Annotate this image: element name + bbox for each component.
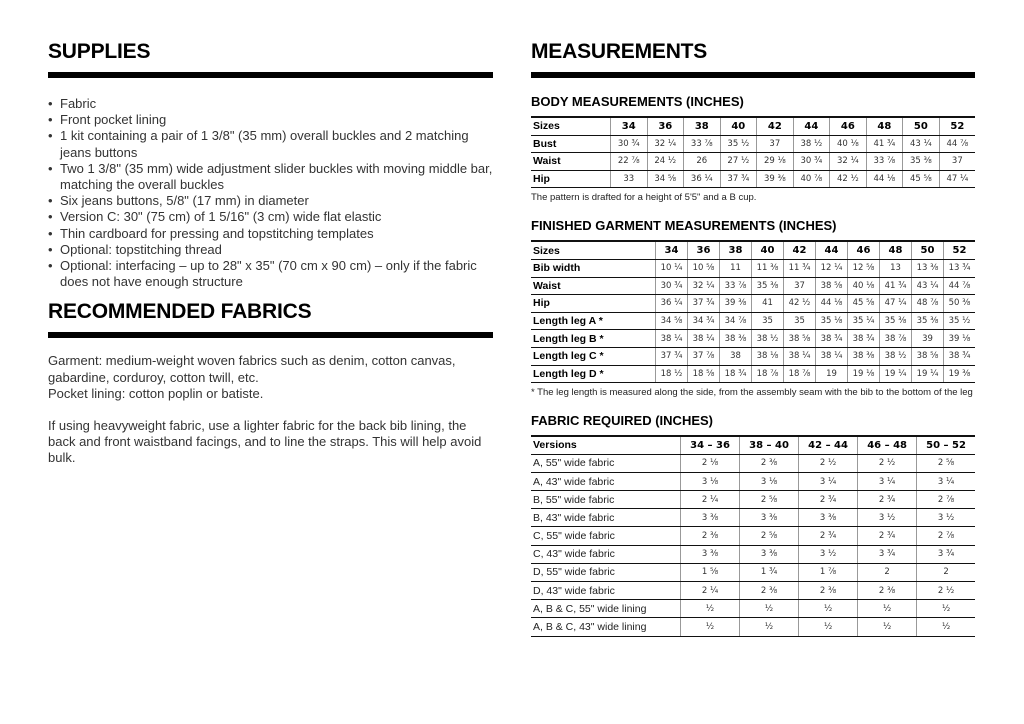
table-cell: 10 ¼: [656, 259, 688, 277]
row-label: Hip: [531, 295, 656, 313]
list-item: • Two 1 3/8" (35 mm) wide adjustment slider buckles with moving middle bar, matching the overall buckles: [48, 161, 493, 193]
table-row: [531, 527, 975, 545]
table-cell: 33 ⅞: [720, 277, 752, 295]
list-item: • Optional: interfacing – up to 28" x 35" (70 cm x 90 cm) – only if the fabric does not have enough structure: [48, 258, 493, 290]
table-row: [531, 563, 975, 581]
column-header: 40: [720, 117, 757, 135]
table-cell: 38 ¾: [816, 330, 848, 348]
table-cell: 2 ⅝: [740, 491, 799, 509]
table-cell: 29 ⅛: [757, 153, 794, 171]
table-cell: 18 ¾: [720, 365, 752, 383]
finished-measurements-heading: FINISHED GARMENT MEASUREMENTS (INCHES): [531, 218, 837, 234]
table-row: [531, 170, 975, 188]
table-header-row: [531, 436, 975, 454]
table-cell: 34 ⅝: [656, 312, 688, 330]
row-label: D, 55" wide fabric: [531, 563, 681, 581]
table-cell: 2 ⅞: [917, 491, 975, 509]
column-header: 46: [830, 117, 867, 135]
table-cell: 37 ¾: [688, 295, 720, 313]
table-cell: 38 ⅜: [720, 330, 752, 348]
table-cell: 38 ⅜: [848, 347, 880, 365]
table-cell: ½: [681, 618, 740, 636]
table-cell: 2 ⅜: [799, 582, 858, 600]
table-cell: 2 ⅝: [917, 454, 975, 472]
row-label: B, 55" wide fabric: [531, 491, 681, 509]
column-header: 52: [944, 241, 976, 259]
table-row: [531, 330, 975, 348]
table-row: [531, 491, 975, 509]
table-cell: ½: [917, 600, 975, 618]
measurements-heading: MEASUREMENTS: [531, 40, 708, 63]
body-measurements-table: [531, 116, 975, 188]
table-cell: 38 ½: [880, 347, 912, 365]
table-cell: 30 ¾: [656, 277, 688, 295]
section-divider: [531, 72, 975, 78]
table-cell: 3 ½: [799, 545, 858, 563]
table-cell: 41 ¾: [866, 135, 903, 153]
table-cell: 33 ⅞: [684, 135, 721, 153]
table-cell: 19 ¼: [912, 365, 944, 383]
table-row: [531, 347, 975, 365]
table-cell: 40 ⅞: [793, 170, 830, 188]
table-cell: 33: [611, 170, 648, 188]
table-cell: 18 ⅞: [784, 365, 816, 383]
row-label: Length leg B *: [531, 330, 656, 348]
table-cell: 2 ⅜: [858, 582, 917, 600]
pocket-lining-text: Pocket lining: cotton poplin or batiste.: [48, 385, 264, 401]
table-cell: 32 ¼: [830, 153, 867, 171]
list-item: • Front pocket lining: [48, 112, 493, 128]
column-header: 44: [816, 241, 848, 259]
table-cell: 3 ⅜: [740, 545, 799, 563]
table-cell: 37: [784, 277, 816, 295]
table-cell: ½: [681, 600, 740, 618]
table-cell: 37 ⅞: [688, 347, 720, 365]
table-row: [531, 135, 975, 153]
table-cell: 30 ¾: [793, 153, 830, 171]
table-cell: 2: [917, 563, 975, 581]
table-cell: 41: [752, 295, 784, 313]
table-cell: 11 ⅜: [752, 259, 784, 277]
table-cell: 3 ⅜: [740, 509, 799, 527]
garment-fabric-text: Garment: medium-weight woven fabrics such as denim, cotton canvas, gabardine, corduroy, cotton twill, etc.: [48, 353, 456, 385]
table-cell: 13 ¾: [944, 259, 976, 277]
table-cell: 34 ⅝: [647, 170, 684, 188]
table-cell: ½: [799, 618, 858, 636]
table-cell: 2 ¾: [858, 527, 917, 545]
table-row: [531, 365, 975, 383]
table-row: [531, 153, 975, 171]
column-header: 48: [866, 117, 903, 135]
table-cell: 3 ⅜: [681, 509, 740, 527]
table-cell: 2 ⅝: [740, 527, 799, 545]
column-header: 38: [720, 241, 752, 259]
table-cell: 30 ¾: [611, 135, 648, 153]
column-header: 42 – 44: [799, 436, 858, 454]
table-cell: 11: [720, 259, 752, 277]
table-cell: 3 ¾: [858, 545, 917, 563]
row-label: Length leg A *: [531, 312, 656, 330]
table-cell: 35 ½: [944, 312, 976, 330]
row-label: C, 55" wide fabric: [531, 527, 681, 545]
row-label: Length leg D *: [531, 365, 656, 383]
table-cell: ½: [858, 600, 917, 618]
table-row: [531, 618, 975, 636]
table-cell: 26: [684, 153, 721, 171]
table-cell: 48 ⅞: [912, 295, 944, 313]
table-cell: 38 ⅞: [880, 330, 912, 348]
table-cell: 38 ½: [793, 135, 830, 153]
table-cell: 32 ¼: [647, 135, 684, 153]
column-header: 46: [848, 241, 880, 259]
row-label: Waist: [531, 277, 656, 295]
table-row: [531, 472, 975, 490]
table-cell: 27 ½: [720, 153, 757, 171]
supplies-list: [48, 96, 493, 290]
heavyweight-note: If using heavyweight fabric, use a lighter fabric for the back bib lining, the back and front waistband facings, and to line the straps. This will help avoid bulk.: [48, 418, 482, 466]
table-cell: 38 ¼: [688, 330, 720, 348]
table-cell: 19 ⅜: [944, 365, 976, 383]
table-cell: 3 ⅛: [740, 472, 799, 490]
column-header: 40: [752, 241, 784, 259]
table-cell: 43 ¼: [903, 135, 940, 153]
table-cell: 3 ¾: [917, 545, 975, 563]
list-item: • Thin cardboard for pressing and topstitching templates: [48, 226, 493, 242]
table-cell: 12 ⅝: [848, 259, 880, 277]
table-cell: 10 ⅝: [688, 259, 720, 277]
table-row: [531, 259, 975, 277]
row-label: Length leg C *: [531, 347, 656, 365]
table-cell: 2 ¼: [681, 491, 740, 509]
column-header: 34: [656, 241, 688, 259]
list-item: • Optional: topstitching thread: [48, 242, 493, 258]
table-cell: 35: [752, 312, 784, 330]
column-header: 38: [684, 117, 721, 135]
table-cell: 35 ¼: [848, 312, 880, 330]
table-cell: 2 ⅛: [681, 454, 740, 472]
table-cell: 50 ⅜: [944, 295, 976, 313]
column-header: 36: [647, 117, 684, 135]
right-column: [531, 40, 975, 637]
recommended-fabrics-section: [48, 300, 493, 466]
row-label: C, 43" wide fabric: [531, 545, 681, 563]
column-header: 50: [912, 241, 944, 259]
supplies-heading: SUPPLIES: [48, 40, 151, 63]
table-cell: 2 ¼: [681, 582, 740, 600]
table-cell: 35: [784, 312, 816, 330]
table-cell: 37: [757, 135, 794, 153]
table-cell: 3 ¼: [858, 472, 917, 490]
table-cell: 38 ¼: [784, 347, 816, 365]
recommended-fabrics-heading: RECOMMENDED FABRICS: [48, 300, 312, 324]
table-cell: 2 ½: [917, 582, 975, 600]
table-cell: 35 ⅜: [752, 277, 784, 295]
table-cell: ½: [740, 600, 799, 618]
table-row: [531, 312, 975, 330]
table-cell: 19 ¼: [880, 365, 912, 383]
table-row: [531, 600, 975, 618]
table-cell: 34 ⅞: [720, 312, 752, 330]
table-cell: 41 ¾: [880, 277, 912, 295]
row-label: B, 43" wide fabric: [531, 509, 681, 527]
row-label: Hip: [531, 170, 611, 188]
column-header: 38 – 40: [740, 436, 799, 454]
table-cell: 24 ½: [647, 153, 684, 171]
table-cell: 2 ¾: [858, 491, 917, 509]
table-cell: 18 ½: [656, 365, 688, 383]
section-divider: [48, 332, 493, 338]
table-row: [531, 454, 975, 472]
table-cell: 2 ½: [858, 454, 917, 472]
column-header: 52: [939, 117, 975, 135]
row-label: D, 43" wide fabric: [531, 582, 681, 600]
fabric-required-table: [531, 435, 975, 636]
table-cell: 35 ⅜: [912, 312, 944, 330]
table-cell: 45 ⅝: [848, 295, 880, 313]
table-cell: 37 ¾: [656, 347, 688, 365]
table-cell: 2 ½: [799, 454, 858, 472]
table-cell: 39: [912, 330, 944, 348]
table-cell: 38 ⅝: [912, 347, 944, 365]
table-cell: 19: [816, 365, 848, 383]
table-cell: 35 ⅜: [880, 312, 912, 330]
column-header: 48: [880, 241, 912, 259]
table-cell: 2 ⅞: [917, 527, 975, 545]
list-item: • Six jeans buttons, 5/8" (17 mm) in diameter: [48, 193, 493, 209]
section-divider: [48, 72, 493, 78]
column-header: 50: [903, 117, 940, 135]
table-cell: ½: [858, 618, 917, 636]
table-cell: ½: [799, 600, 858, 618]
row-label: A, B & C, 55" wide lining: [531, 600, 681, 618]
table-cell: 40 ⅛: [848, 277, 880, 295]
table-cell: 13 ⅜: [912, 259, 944, 277]
finished-measurements-table: [531, 240, 975, 383]
table-cell: 32 ¼: [688, 277, 720, 295]
table-cell: 42 ½: [830, 170, 867, 188]
list-item: • 1 kit containing a pair of 1 3/8" (35 mm) overall buckles and 2 matching jeans buttons: [48, 128, 493, 160]
table-cell: 3 ⅛: [681, 472, 740, 490]
table-cell: 3 ¼: [917, 472, 975, 490]
table-cell: 3 ⅜: [799, 509, 858, 527]
column-header: 34 – 36: [681, 436, 740, 454]
column-header: 34: [611, 117, 648, 135]
table-header-row: [531, 241, 975, 259]
column-header: 46 – 48: [858, 436, 917, 454]
table-cell: 2 ⅜: [740, 454, 799, 472]
table-cell: 44 ⅛: [866, 170, 903, 188]
table-cell: 35 ⅛: [816, 312, 848, 330]
table-cell: 11 ¾: [784, 259, 816, 277]
row-label: Bust: [531, 135, 611, 153]
table-cell: 44 ⅞: [939, 135, 975, 153]
table-cell: 38 ⅛: [752, 347, 784, 365]
column-header: 50 – 52: [917, 436, 975, 454]
table-cell: 43 ¼: [912, 277, 944, 295]
row-label: A, 55" wide fabric: [531, 454, 681, 472]
column-header: 44: [793, 117, 830, 135]
table-cell: 39 ⅜: [720, 295, 752, 313]
body-measurements-note: The pattern is drafted for a height of 5'5" and a B cup.: [531, 192, 757, 204]
table-cell: 44 ⅛: [816, 295, 848, 313]
table-header-row: [531, 117, 975, 135]
column-header: 36: [688, 241, 720, 259]
column-header-label: Versions: [531, 436, 681, 454]
table-cell: 3 ¼: [799, 472, 858, 490]
table-cell: 39 ⅜: [757, 170, 794, 188]
table-cell: 36 ¼: [684, 170, 721, 188]
column-header: 42: [784, 241, 816, 259]
column-header-label: Sizes: [531, 241, 656, 259]
table-row: [531, 582, 975, 600]
column-header-label: Sizes: [531, 117, 611, 135]
row-label: Bib width: [531, 259, 656, 277]
leg-length-note: * The leg length is measured along the side, from the assembly seam with the bib to the bottom of the leg: [531, 387, 973, 399]
left-column: [48, 40, 493, 467]
table-cell: ½: [740, 618, 799, 636]
table-cell: 12 ¼: [816, 259, 848, 277]
table-cell: 38 ⅝: [784, 330, 816, 348]
table-cell: 40 ⅛: [830, 135, 867, 153]
table-cell: 44 ⅞: [944, 277, 976, 295]
fabric-required-heading: FABRIC REQUIRED (INCHES): [531, 413, 714, 429]
table-row: [531, 509, 975, 527]
table-cell: 2 ⅜: [681, 527, 740, 545]
row-label: A, 43" wide fabric: [531, 472, 681, 490]
table-cell: 38 ¼: [656, 330, 688, 348]
table-cell: 35 ⅜: [903, 153, 940, 171]
table-cell: 2 ¾: [799, 527, 858, 545]
table-cell: 3 ½: [858, 509, 917, 527]
table-cell: 38 ⅝: [816, 277, 848, 295]
table-cell: 38 ¼: [816, 347, 848, 365]
table-cell: 1 ⅞: [799, 563, 858, 581]
table-cell: 38 ¾: [944, 347, 976, 365]
table-cell: 35 ½: [720, 135, 757, 153]
table-cell: ½: [917, 618, 975, 636]
table-cell: 2 ⅜: [740, 582, 799, 600]
table-row: [531, 277, 975, 295]
table-cell: 36 ¼: [656, 295, 688, 313]
table-cell: 33 ⅞: [866, 153, 903, 171]
table-cell: 22 ⅞: [611, 153, 648, 171]
list-item: • Version C: 30" (75 cm) of 1 5/16" (3 cm) wide flat elastic: [48, 209, 493, 225]
table-cell: 18 ⅝: [688, 365, 720, 383]
table-cell: 2: [858, 563, 917, 581]
table-row: [531, 295, 975, 313]
table-cell: 47 ¼: [880, 295, 912, 313]
table-cell: 19 ⅛: [848, 365, 880, 383]
body-measurements-heading: BODY MEASUREMENTS (INCHES): [531, 94, 744, 109]
table-row: [531, 545, 975, 563]
list-item: • Fabric: [48, 96, 493, 112]
table-cell: 45 ⅝: [903, 170, 940, 188]
table-cell: 38: [720, 347, 752, 365]
table-cell: 3 ½: [917, 509, 975, 527]
table-cell: 3 ⅜: [681, 545, 740, 563]
table-cell: 2 ¾: [799, 491, 858, 509]
table-cell: 13: [880, 259, 912, 277]
row-label: A, B & C, 43" wide lining: [531, 618, 681, 636]
table-cell: 38 ¾: [848, 330, 880, 348]
table-cell: 37 ¾: [720, 170, 757, 188]
table-cell: 18 ⅞: [752, 365, 784, 383]
table-cell: 42 ½: [784, 295, 816, 313]
table-cell: 1 ⅝: [681, 563, 740, 581]
table-cell: 47 ¼: [939, 170, 975, 188]
row-label: Waist: [531, 153, 611, 171]
column-header: 42: [757, 117, 794, 135]
table-cell: 34 ¾: [688, 312, 720, 330]
table-cell: 39 ⅛: [944, 330, 976, 348]
table-cell: 38 ½: [752, 330, 784, 348]
table-cell: 37: [939, 153, 975, 171]
table-cell: 1 ¾: [740, 563, 799, 581]
